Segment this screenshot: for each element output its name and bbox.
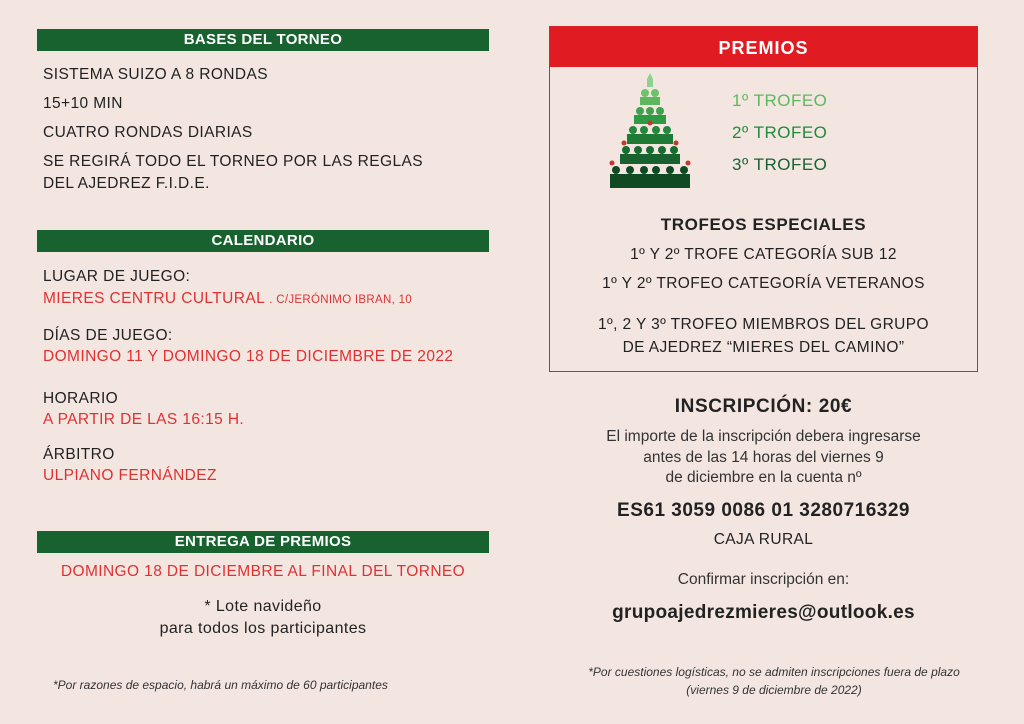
horario-label: HORARIO xyxy=(43,390,119,407)
grupo-line-2: DE AJEDREZ “MIERES DEL CAMINO” xyxy=(622,339,905,356)
especiales-title: TROFEOS ESPECIALES xyxy=(660,215,867,234)
premios-header: PREMIOS xyxy=(550,27,977,67)
confirm-label: Confirmar inscripción en: xyxy=(677,571,850,588)
lugar-label: LUGAR DE JUEGO: xyxy=(43,268,191,285)
horario-value: A PARTIR DE LAS 16:15 H. xyxy=(43,411,245,428)
premios-box xyxy=(549,26,978,372)
lugar-name: MIERES CENTRU CULTURAL xyxy=(43,290,265,307)
especial-2: 1º Y 2º TROFEO CATEGORÍA VETERANOS xyxy=(602,275,925,292)
right-footnote-1: *Por cuestiones logísticas, no se admiten inscripciones fuera de plazo xyxy=(588,665,960,679)
bases-item-3: CUATRO RONDAS DIARIAS xyxy=(43,124,253,141)
bases-item-5: DEL AJEDREZ F.I.D.E. xyxy=(43,175,210,192)
inscripcion-desc-3: de diciembre en la cuenta nº xyxy=(665,469,862,486)
entrega-value: DOMINGO 18 DE DICIEMBRE AL FINAL DEL TORNEO xyxy=(60,563,466,580)
especial-1: 1º Y 2º TROFE CATEGORÍA SUB 12 xyxy=(630,246,897,263)
trophy-1: 1º TROFEO xyxy=(732,91,828,110)
dias-value: DOMINGO 11 Y DOMINGO 18 DE DICIEMBRE DE 2022 xyxy=(43,348,454,365)
trophy-2: 2º TROFEO xyxy=(732,123,828,142)
email-link[interactable]: grupoajedrezmieres@outlook.es xyxy=(612,602,915,623)
inscripcion-title: INSCRIPCIÓN: 20€ xyxy=(674,396,853,417)
right-footnote-2: (viernes 9 de diciembre de 2022) xyxy=(686,683,862,697)
lote-line-2: para todos los participantes xyxy=(159,620,367,637)
tree-pieces xyxy=(610,73,691,188)
lote-line-1: * Lote navideño xyxy=(204,598,322,615)
bases-item-1: SISTEMA SUIZO A 8 RONDAS xyxy=(43,66,268,83)
arbitro-label: ÁRBITRO xyxy=(43,446,115,463)
lugar-address: . C/JERÓNIMO IBRAN, 10 xyxy=(269,294,412,306)
bases-header: BASES DEL TORNEO xyxy=(37,29,489,51)
chess-pieces-christmas-tree-icon xyxy=(600,71,700,191)
inscripcion-desc-1: El importe de la inscripción debera ingresarse xyxy=(606,428,921,445)
grupo-line-1: 1º, 2 Y 3º TROFEO MIEMBROS DEL GRUPO xyxy=(598,316,929,333)
lugar-value xyxy=(43,290,412,308)
bank-name: CAJA RURAL xyxy=(713,531,814,548)
bases-item-4: SE REGIRÁ TODO EL TORNEO POR LAS REGLAS xyxy=(43,153,423,170)
calendario-header: CALENDARIO xyxy=(37,230,489,252)
left-footnote: *Por razones de espacio, habrá un máximo de 60 participantes xyxy=(53,678,388,692)
entrega-header: ENTREGA DE PREMIOS xyxy=(37,531,489,553)
arbitro-value: ULPIANO FERNÁNDEZ xyxy=(43,467,217,484)
iban: ES61 3059 0086 01 3280716329 xyxy=(617,500,910,521)
bases-item-2: 15+10 MIN xyxy=(43,95,123,112)
inscripcion-desc-2: antes de las 14 horas del viernes 9 xyxy=(643,449,884,466)
trophy-3: 3º TROFEO xyxy=(732,155,828,174)
dias-label: DÍAS DE JUEGO: xyxy=(43,327,173,344)
